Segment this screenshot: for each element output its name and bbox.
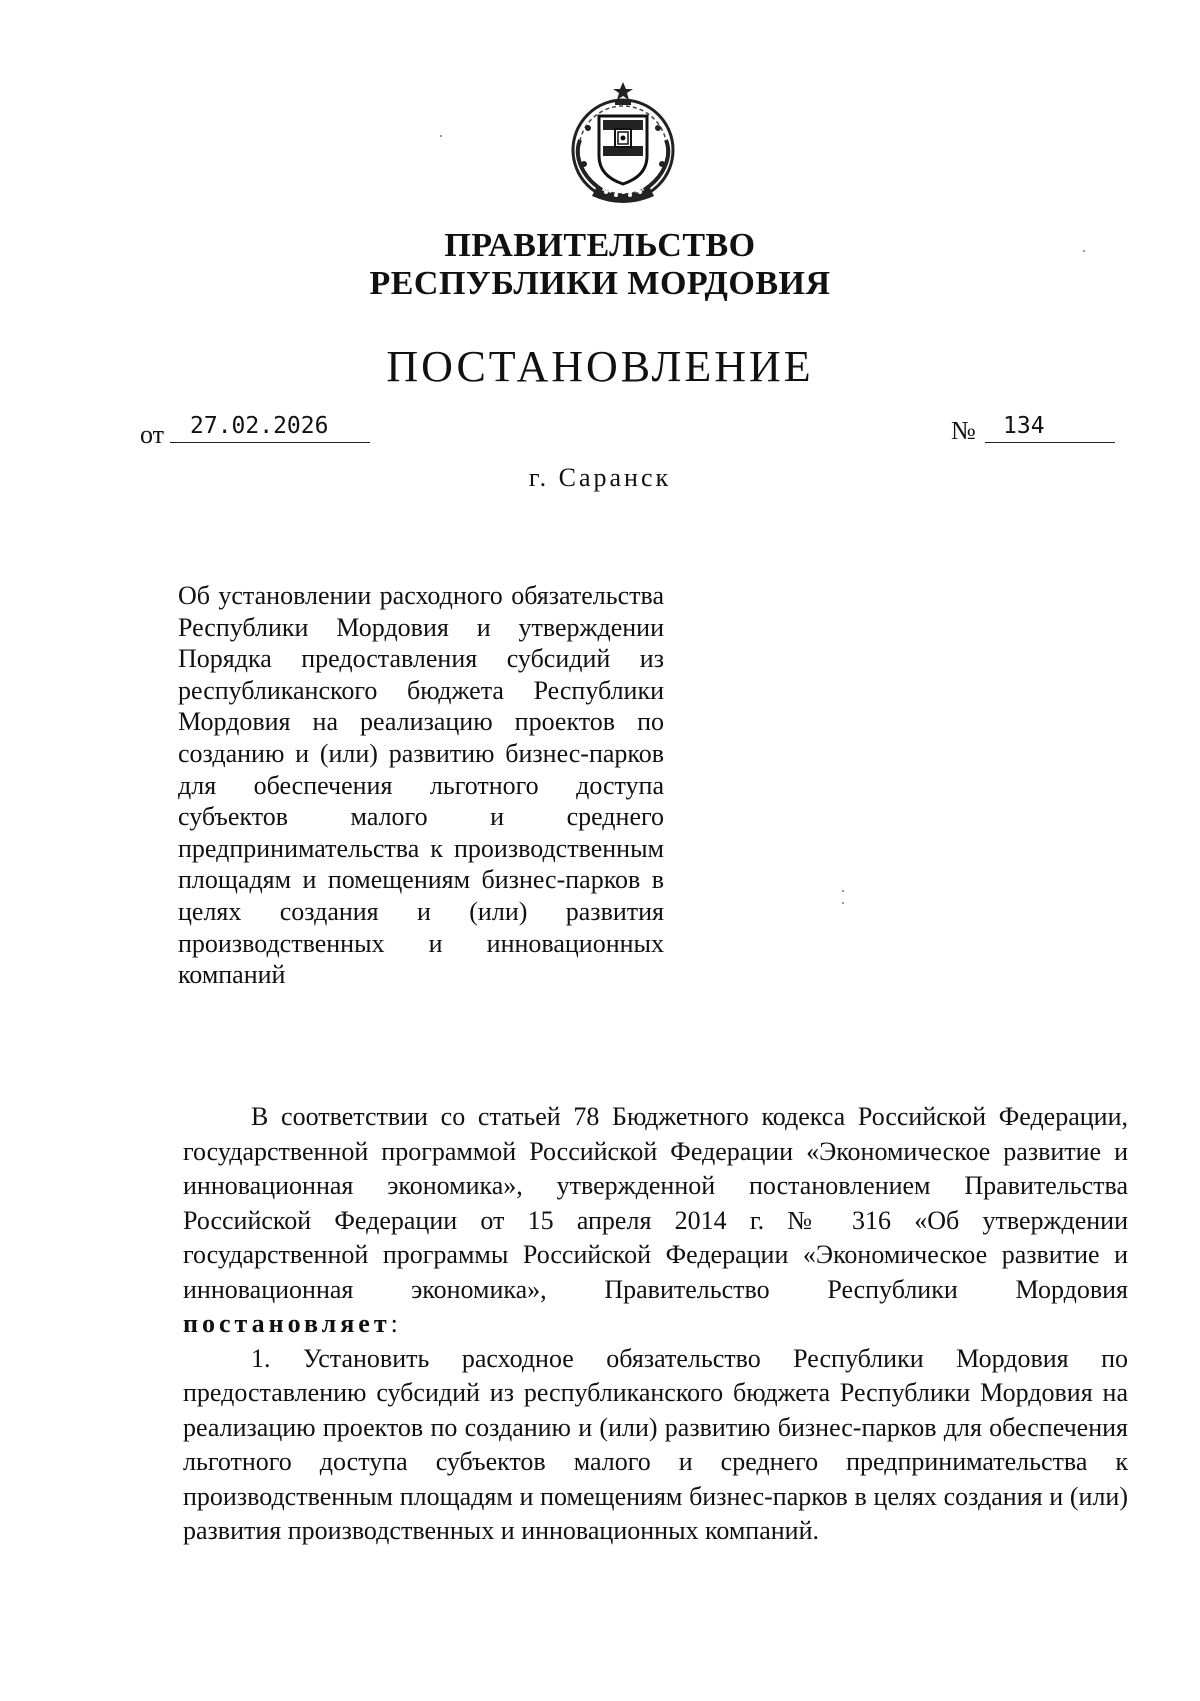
document-body [183, 1100, 1128, 1549]
document-type-title: ПОСТАНОВЛЕНИЕ [386, 342, 814, 391]
organization-name-line1: ПРАВИТЕЛЬСТВО [444, 227, 756, 264]
document-subject: Об установлении расходного обязательства Республики Мордовия и утверждении Порядка предоставления субсидий из республиканского бюджета Республики Мордовия на реализацию проектов по созданию и (или) развитию бизнес-парков для обеспечения льготного доступа субъектов малого и среднего предпринимательства к производственным площадям и помещениям бизнес-парков в целях создания и (или) развития производственных и инновационных компаний [178, 581, 664, 990]
item-1-paragraph: 1. Установить расходное обязательство Республики Мордовия по предоставлению субсидий из республиканского бюджета Республики Мордовия на реализацию проектов по созданию и (или) развитию бизнес-парков для обеспечения льготного доступа субъектов малого и среднего предпринимательства к производственным площадям и помещениям бизнес-парков в целях создания и (или) развития производственных и инновационных компаний. [183, 1343, 1128, 1545]
number-label: № [951, 416, 976, 445]
coat-of-arms-icon [566, 80, 680, 210]
document-number: 134 [1003, 413, 1045, 439]
preamble-text: В соответствии со статьей 78 Бюджетного кодекса Российской Федерации, государственной программой Российской Федерации «Экономическое развитие и инновационная экономика», утвержденной постановлением Правительства Российской Федерации от 15 апреля 2014 г. № 316 «Об утверждении государственной программы Российской Федерации «Экономическое развитие и инновационная экономика», Правительство Республики Мордовия [183, 1102, 1128, 1304]
organization-name-line2: РЕСПУБЛИКИ МОРДОВИЯ [369, 265, 831, 302]
preamble-paragraph [183, 1100, 1128, 1342]
city-name: г. Саранск [528, 463, 672, 492]
resolves-word: постановляет [183, 1309, 391, 1338]
date-label: от [140, 420, 165, 449]
document-date: 27.02.2026 [190, 413, 329, 439]
resolves-colon: : [390, 1309, 398, 1338]
